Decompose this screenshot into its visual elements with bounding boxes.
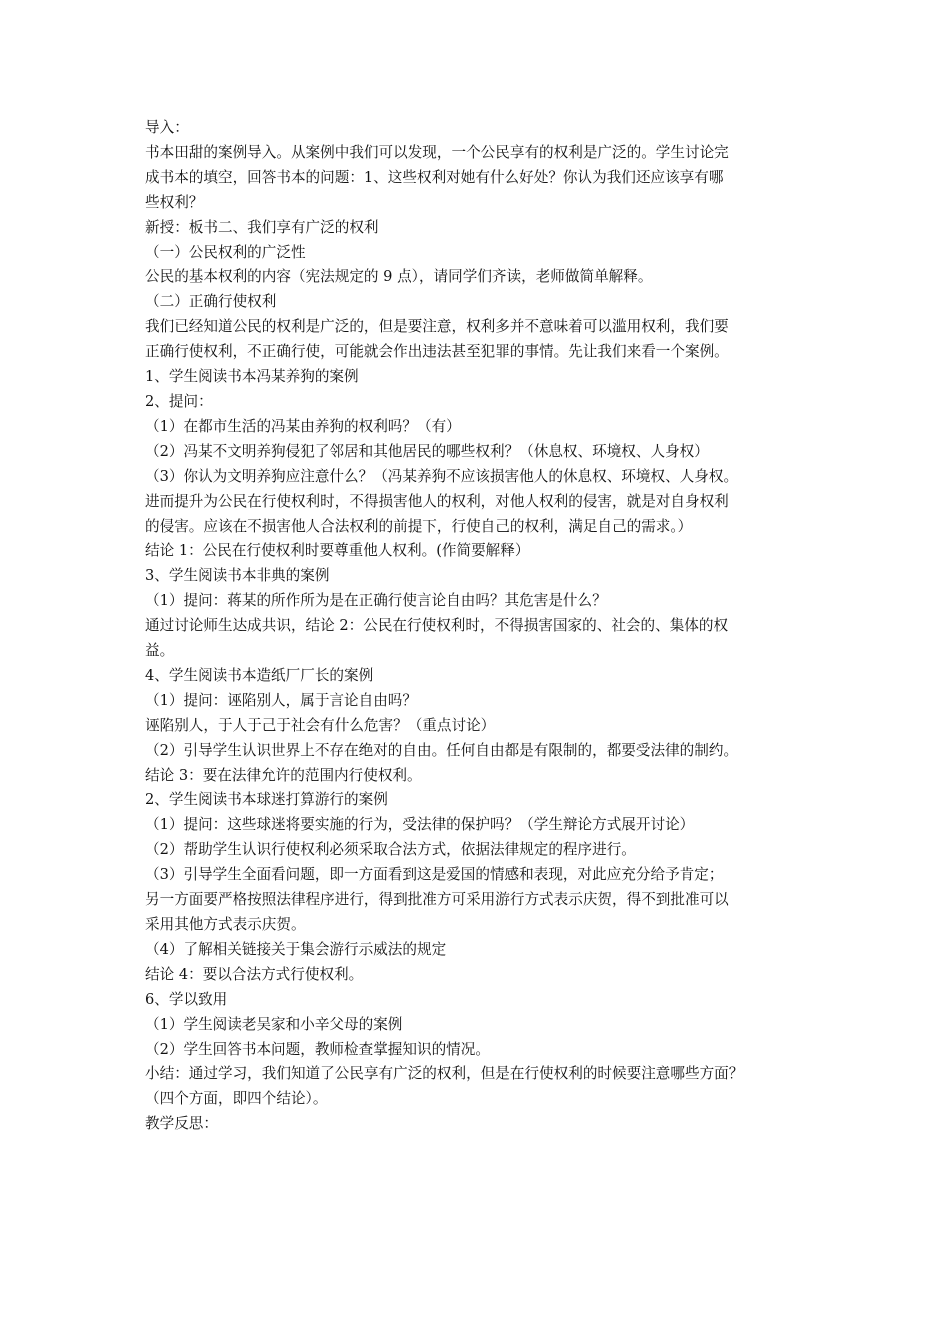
text-line: 另一方面要严格按照法律程序进行，得到批准方可采用游行方式表示庆贺，得不到批准可以 xyxy=(145,891,729,909)
question-item: （1）学生阅读老吴家和小辛父母的案例 xyxy=(145,1015,403,1033)
summary-line: （四个方面，即四个结论）。 xyxy=(145,1090,328,1108)
question-item: （1）在都市生活的冯某由养狗的权利吗？（有） xyxy=(145,417,461,435)
section-new-lesson: 新授：板书二、我们享有广泛的权利 xyxy=(145,218,379,236)
text-line: 书本田甜的案例导入。从案例中我们可以发现，一个公民享有的权利是广泛的。学生讨论完 xyxy=(145,143,729,161)
subsection-title: （一）公民权利的广泛性 xyxy=(145,243,306,261)
text-line: 采用其他方式表示庆贺。 xyxy=(145,916,306,933)
question-item: （2）引导学生认识世界上不存在绝对的自由。任何自由都是有限制的，都要受法律的制约。 xyxy=(145,741,739,759)
text-line: 通过讨论师生达成共识，结论 2：公民在行使权利时，不得损害国家的、社会的、集体的权 xyxy=(145,617,729,635)
list-item: 2、学生阅读书本球迷打算游行的案例 xyxy=(145,791,388,809)
question-item: （2）冯某不文明养狗侵犯了邻居和其他居民的哪些权利？（休息权、环境权、人身权） xyxy=(145,442,709,460)
text-line: 的侵害。应该在不损害他人合法权利的前提下，行使自己的权利，满足自己的需求。） xyxy=(145,517,693,535)
question-item: （3）你认为文明养狗应注意什么？（冯某养狗不应该损害他人的休息权、环境权、人身权。 xyxy=(145,467,739,485)
heading-reflection: 教学反思： xyxy=(145,1115,218,1133)
text-line: 些权利？ xyxy=(145,193,204,211)
text-line: 成书本的填空，回答书本的问题：1、这些权利对她有什么好处？你认为我们还应该享有哪 xyxy=(145,168,724,186)
question-item: （1）提问：这些球迷将要实施的行为，受法律的保护吗？（学生辩论方式展开讨论） xyxy=(145,816,695,834)
question-item: （4）了解相关链接关于集会游行示威法的规定 xyxy=(145,940,447,958)
list-item: 1、学生阅读书本冯某养狗的案例 xyxy=(145,368,359,386)
summary-line: 小结：通过学习，我们知道了公民享有广泛的权利，但是在行使权利的时候要注意哪些方面？ xyxy=(145,1065,744,1083)
list-item: 3、学生阅读书本非典的案例 xyxy=(145,567,330,585)
list-item: 4、学生阅读书本造纸厂厂长的案例 xyxy=(145,666,374,684)
conclusion-line: 结论 3：要在法律允许的范围内行使权利。 xyxy=(145,766,422,784)
subsection-title: （二）正确行使权利 xyxy=(145,293,277,311)
text-line: 公民的基本权利的内容（宪法规定的 9 点），请同学们齐读，老师做简单解释。 xyxy=(145,268,653,286)
document-body xyxy=(145,116,813,1137)
text-line: 益。 xyxy=(145,642,175,660)
text-line: 正确行使权利，不正确行使，可能就会作出违法甚至犯罪的事情。先让我们来看一个案例。 xyxy=(145,343,729,361)
heading-intro: 导入： xyxy=(145,119,189,136)
question-item: （1）提问：诬陷别人，属于言论自由吗？ xyxy=(145,691,417,709)
text-line: 诬陷别人，于人于己于社会有什么危害？（重点讨论） xyxy=(145,716,496,734)
list-item: 2、提问： xyxy=(145,392,213,410)
question-item: （3）引导学生全面看问题，即一方面看到这是爱国的情感和表现，对此应充分给予肯定； xyxy=(145,866,724,884)
question-item: （2）帮助学生认识行使权利必须采取合法方式，依据法律规定的程序进行。 xyxy=(145,841,636,859)
text-line: 我们已经知道公民的权利是广泛的，但是要注意，权利多并不意味着可以滥用权利，我们要 xyxy=(145,318,729,336)
question-item: （1）提问：蒋某的所作所为是在正确行使言论自由吗？其危害是什么？ xyxy=(145,592,607,610)
list-item: 6、学以致用 xyxy=(145,990,228,1008)
conclusion-line: 结论 4：要以合法方式行使权利。 xyxy=(145,965,364,983)
text-line: 进而提升为公民在行使权利时，不得损害他人的权利，对他人权利的侵害，就是对自身权利 xyxy=(145,492,729,510)
question-item: （2）学生回答书本问题，教师检查掌握知识的情况。 xyxy=(145,1040,490,1058)
conclusion-line: 结论 1：公民在行使权利时要尊重他人权利。(作简要解释） xyxy=(145,542,530,560)
